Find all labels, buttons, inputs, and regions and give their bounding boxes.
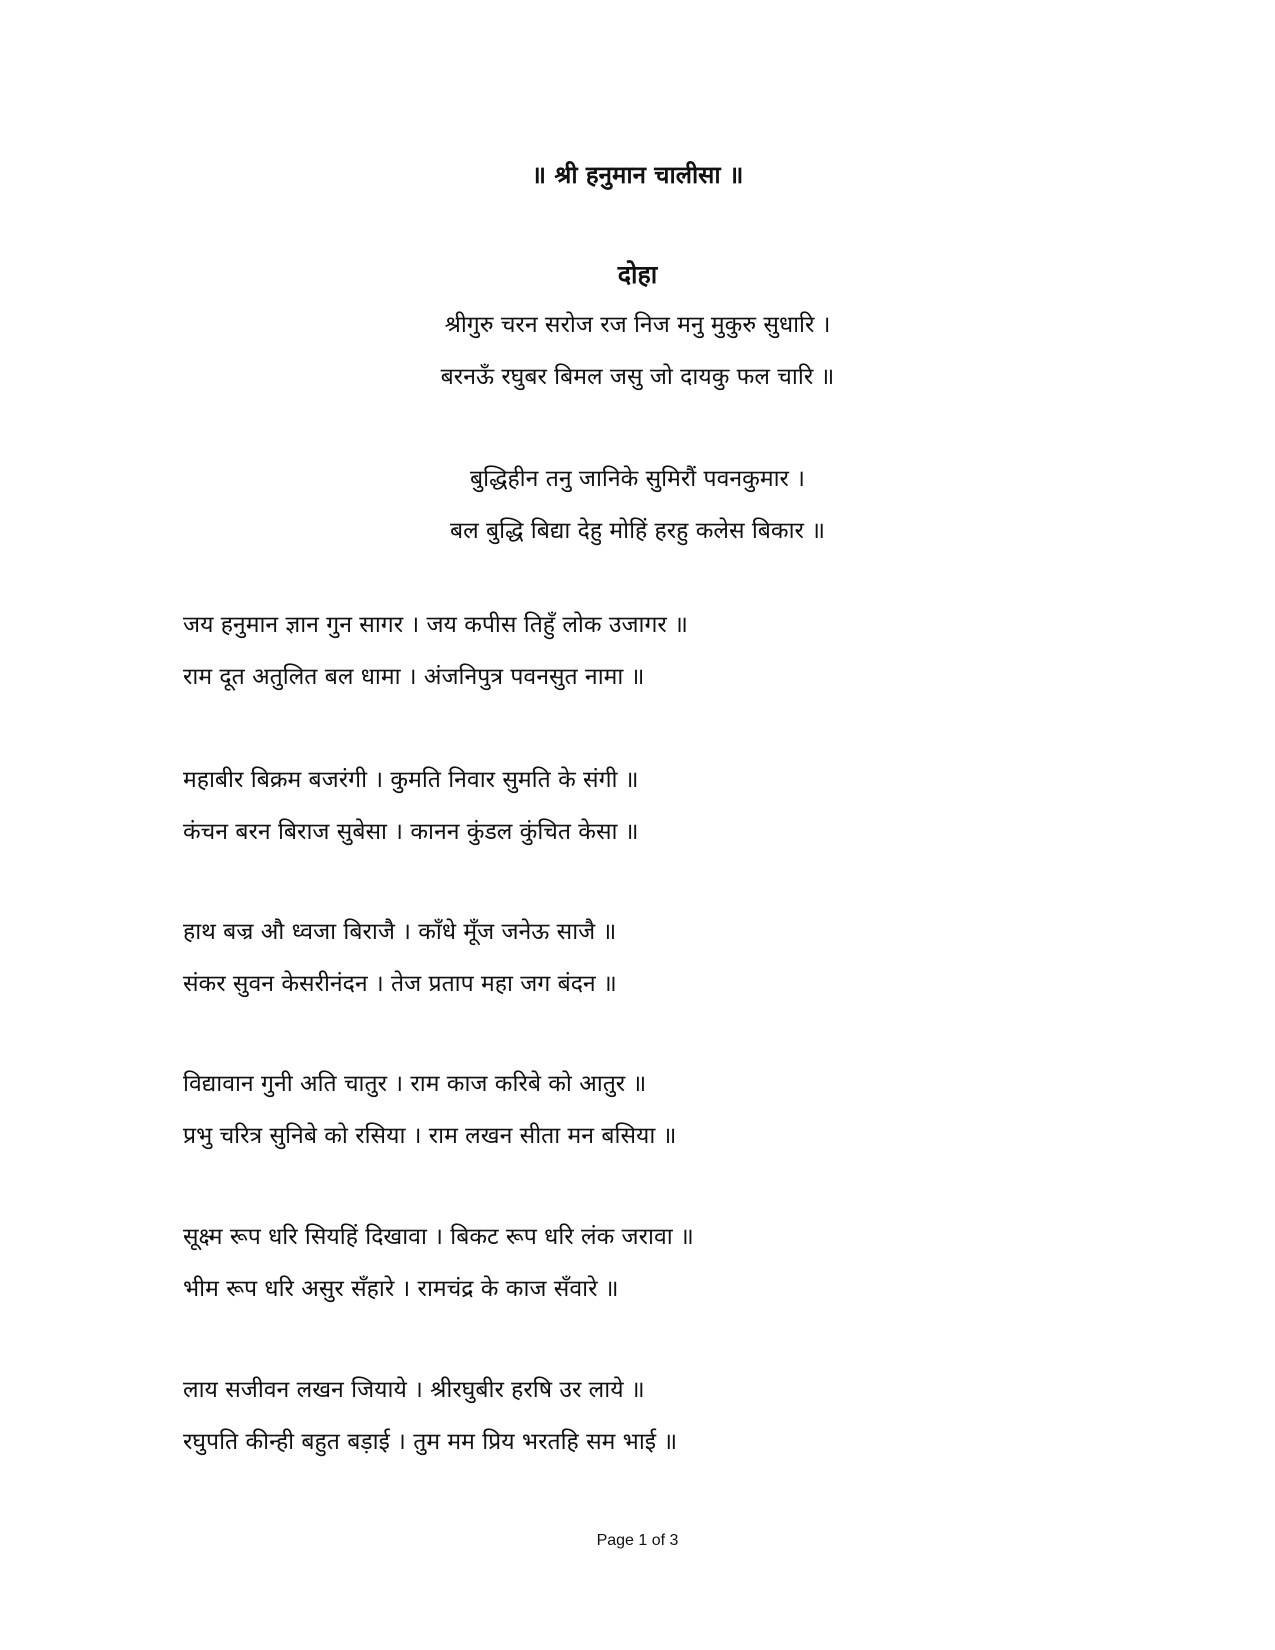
- verse-line: संकर सुवन केसरीनंदन । तेज प्रताप महा जग बंदन ॥: [183, 971, 617, 997]
- verse-line: कंचन बरन बिराज सुबेसा । कानन कुंडल कुंचित केसा ॥: [183, 819, 639, 845]
- verse-line: विद्यावान गुनी अति चातुर । राम काज करिबे को आतुर ॥: [183, 1071, 647, 1097]
- doha-line: बल बुद्धि बिद्या देहु मोहिं हरहु कलेस बिकार ॥: [449, 518, 826, 544]
- verse-line: महाबीर बिक्रम बजरंगी । कुमति निवार सुमति के संगी ॥: [183, 767, 639, 793]
- verse-line: राम दूत अतुलित बल धामा । अंजनिपुत्र पवनसुत नामा ॥: [183, 664, 645, 690]
- doha-heading: दोहा: [617, 260, 658, 289]
- verse-line: सूक्ष्म रूप धरि सियहिं दिखावा । बिकट रूप धरि लंक जरावा ॥: [183, 1224, 694, 1250]
- doha-line: बुद्धिहीन तनु जानिके सुमिरौं पवनकुमार ।: [470, 466, 805, 492]
- doha-stanza-1: [0, 308, 1275, 412]
- verse-stanza-1: [183, 608, 1183, 712]
- doha-stanza-2: [0, 462, 1275, 566]
- verse-line: लाय सजीवन लखन जियाये । श्रीरघुबीर हरषि उर लाये ॥: [183, 1377, 645, 1403]
- verse-stanza-2: [183, 763, 1183, 867]
- doha-line: बरनऊँ रघुबर बिमल जसु जो दायकु फल चारि ॥: [440, 364, 835, 390]
- verse-line: भीम रूप धरि असुर सँहारे । रामचंद्र के काज सँवारे ॥: [183, 1276, 619, 1302]
- verse-line: जय हनुमान ज्ञान गुन सागर । जय कपीस तिहुँ लोक उजागर ॥: [183, 612, 688, 638]
- page-number: Page 1 of 3: [596, 1532, 679, 1549]
- verse-line: हाथ बज्र औ ध्वजा बिराजै । काँधे मूँज जनेऊ साजै ॥: [183, 919, 617, 945]
- verse-stanza-6: [183, 1373, 1183, 1477]
- page-title: ॥ श्री हनुमान चालीसा ॥: [531, 161, 744, 189]
- verse-stanza-4: [183, 1067, 1183, 1171]
- verse-line: रघुपति कीन्ही बहुत बड़ाई । तुम मम प्रिय भरतहि सम भाई ॥: [183, 1429, 678, 1455]
- verse-stanza-5: [183, 1220, 1183, 1324]
- verse-stanza-3: [183, 915, 1183, 1019]
- verse-line: प्रभु चरित्र सुनिबे को रसिया । राम लखन सीता मन बसिया ॥: [183, 1123, 677, 1149]
- doha-line: श्रीगुरु चरन सरोज रज निज मनु मुकुरु सुधारि ।: [444, 312, 831, 338]
